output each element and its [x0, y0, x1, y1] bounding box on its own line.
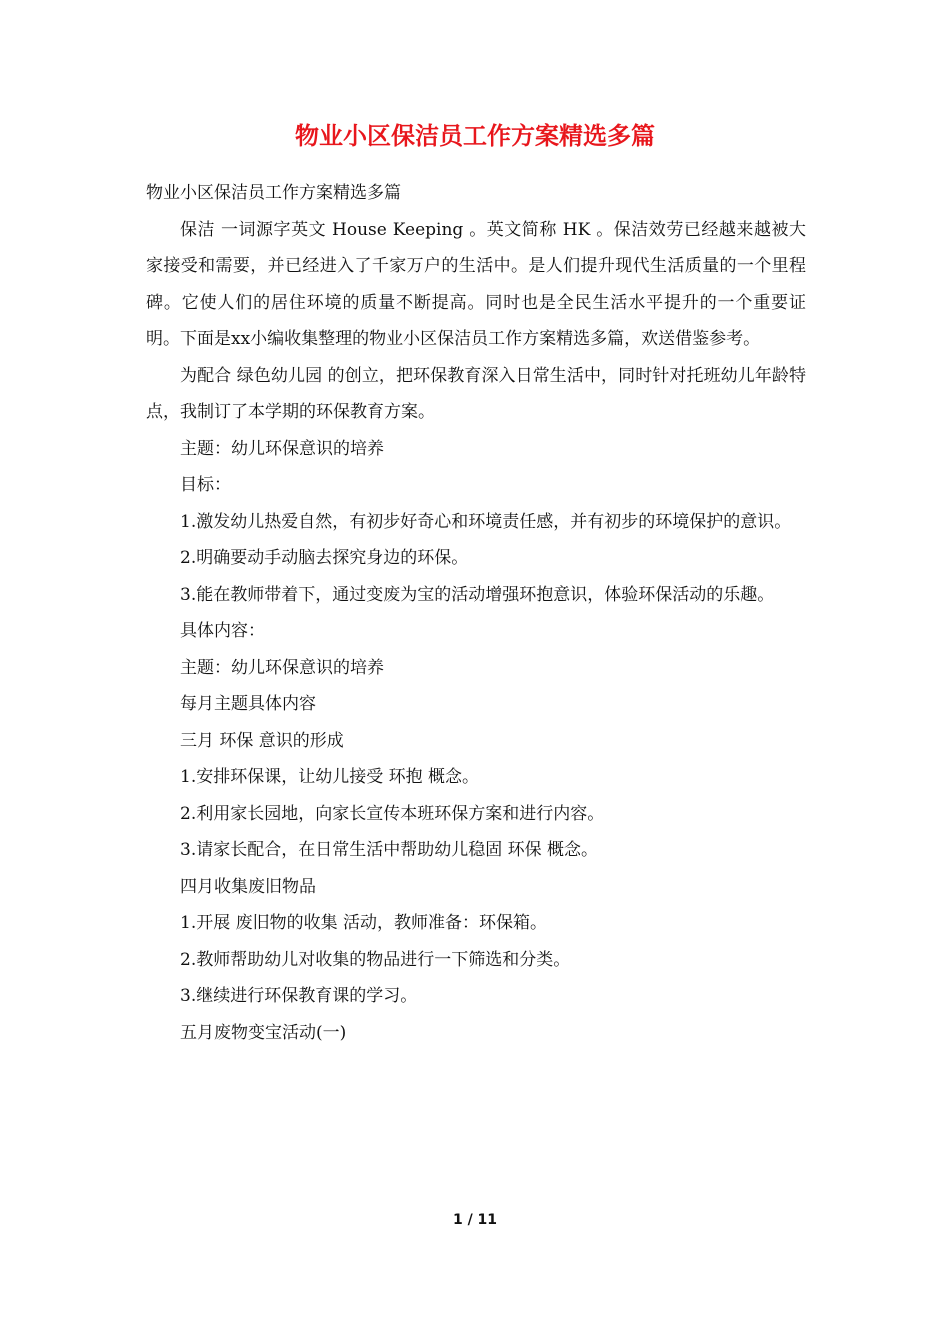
paragraph: 2.利用家长园地，向家长宣传本班环保方案和进行内容。	[180, 803, 605, 824]
document-body	[146, 175, 806, 1051]
paragraph: 目标：	[180, 475, 231, 495]
document-title: 物业小区保洁员工作方案精选多篇	[295, 122, 655, 150]
paragraph: 3.请家长配合，在日常生活中帮助幼儿稳固 环保 概念。	[180, 840, 599, 860]
page-indicator: 1 / 11	[452, 1212, 498, 1228]
paragraph: 四月收集废旧物品	[180, 876, 316, 897]
paragraph: 具体内容：	[180, 621, 265, 641]
paragraph: 为配合 绿色幼儿园 的创立，把环保教育深入日常生活中，同时针对托班幼儿年龄特点，我制订了本学期的环保教育方案。	[146, 365, 806, 422]
paragraph: 1.开展 废旧物的收集 活动，教师准备：环保箱。	[180, 913, 548, 933]
paragraph: 3.能在教师带着下，通过变废为宝的活动增强环抱意识，体验环保活动的乐趣。	[180, 584, 775, 605]
paragraph: 物业小区保洁员工作方案精选多篇	[146, 183, 401, 203]
paragraph: 1.激发幼儿热爱自然，有初步好奇心和环境责任感，并有初步的环境保护的意识。	[180, 511, 792, 532]
paragraph: 五月废物变宝活动(一)	[180, 1022, 347, 1043]
paragraph: 2.教师帮助幼儿对收集的物品进行一下筛选和分类。	[180, 949, 571, 970]
paragraph: 主题：幼儿环保意识的培养	[180, 438, 384, 459]
paragraph: 3.继续进行环保教育课的学习。	[180, 986, 418, 1006]
paragraph: 2.明确要动手动脑去探究身边的环保。	[180, 548, 469, 568]
paragraph: 三月 环保 意识的形成	[180, 730, 344, 751]
paragraph: 每月主题具体内容	[180, 694, 316, 714]
paragraph: 保洁 一词源字英文 House Keeping 。英文简称 HK 。保洁效劳已经越来越被大家接受和需要，并已经进入了千家万户的生活中。是人们提升现代生活质量的一个里程碑。它使人们的居住环境的质量不断提高。同时也是全民生活水平提升的一个重要证明。下面是xx小编收集整理的物业小区保洁员工作方案精选多篇，欢送借鉴参考。	[146, 219, 806, 349]
paragraph: 1.安排环保课，让幼儿接受 环抱 概念。	[180, 767, 480, 787]
paragraph: 主题：幼儿环保意识的培养	[180, 657, 384, 678]
